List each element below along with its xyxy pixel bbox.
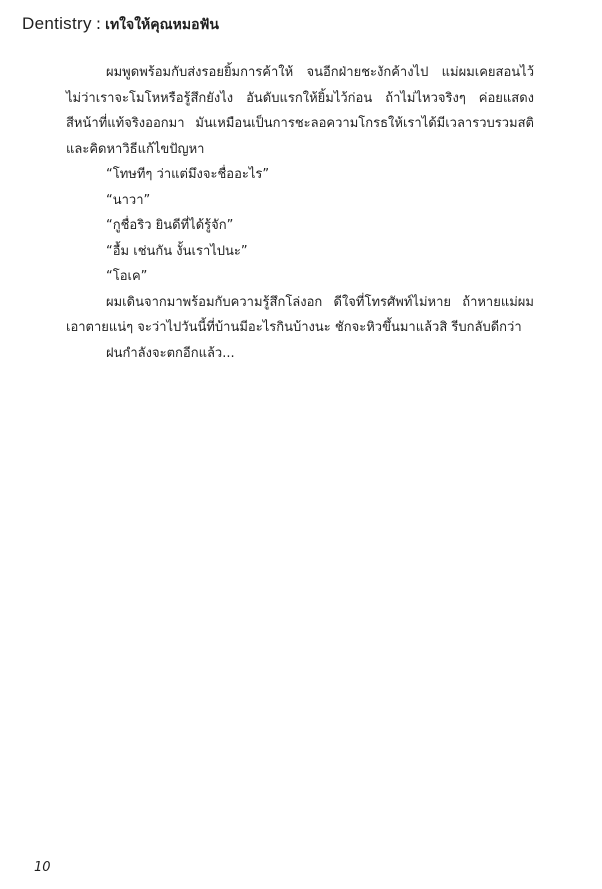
running-header bbox=[22, 14, 219, 35]
dialogue-line: “กูชื่อริว ยินดีที่ได้รู้จัก” bbox=[106, 218, 234, 233]
page-number: 10 bbox=[34, 860, 51, 875]
paragraph: ผมเดินจากมาพร้อมกับความรู้สึกโล่งอก ดีใจที่โทรศัพท์ไม่หาย ถ้าหายแม่ผมเอาตายแน่ๆ จะว่าไปวันนี้ที่บ้านมีอะไรกินบ้างนะ ชักจะหิวขึ้นมาแล้วสิ รีบกลับดีกว่า bbox=[66, 294, 534, 335]
header-separator: : bbox=[95, 14, 102, 33]
dialogue-line: “อื้ม เช่นกัน งั้นเราไปนะ” bbox=[106, 243, 248, 259]
dialogue-line: “โทษทีๆ ว่าแต่มึงจะชื่ออะไร” bbox=[106, 167, 270, 182]
closing-line: ฝนกำลังจะตกอีกแล้ว... bbox=[106, 345, 235, 361]
body-text bbox=[66, 60, 534, 366]
header-title-thai: เทใจให้คุณหมอฟัน bbox=[105, 17, 219, 33]
header-title-english: Dentistry bbox=[22, 14, 92, 33]
paragraph: ผมพูดพร้อมกับส่งรอยยิ้มการค้าให้ จนอีกฝ่ายชะงักค้างไป แม่ผมเคยสอนไว้ ไม่ว่าเราจะโมโหหรือรู้สึกยังไง อันดับแรกให้ยิ้มไว้ก่อน ถ้าไม่ไหวจริงๆ ค่อยแสดงสีหน้าที่แท้จริงออกมา มันเหมือนเป็นการชะลอความโกรธให้เราได้มีเวลารวบรวมสติและคิดหาวิธีแก้ไขปัญหา bbox=[66, 65, 534, 157]
dialogue-line: “โอเค” bbox=[106, 269, 148, 284]
dialogue-line: “นาวา” bbox=[106, 192, 151, 208]
